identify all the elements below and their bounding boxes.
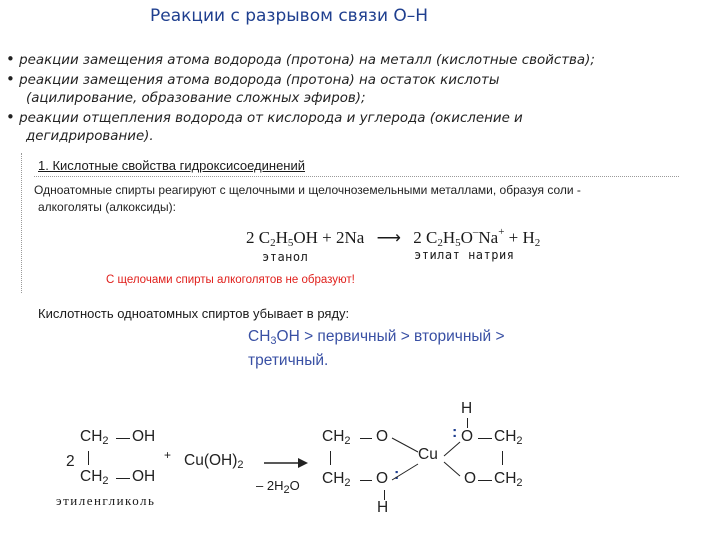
label-ethanol: этанол (262, 250, 309, 264)
chelate-h-bottom: H (377, 499, 389, 516)
bullet-text: реакции замещения атома водорода (протона) на металл (кислотные свойства); (19, 53, 595, 68)
chelate-ch2-top-left: $CH_2$ (322, 428, 351, 447)
bullet-item-3 (6, 108, 595, 128)
chelate-copper: Cu (418, 446, 438, 463)
chelate-o-top-right: O (461, 428, 474, 445)
reaction-arrow: ⟶ (376, 228, 401, 247)
bond-line (360, 438, 372, 439)
bullet-continuation: (ацилирование, образование сложных эфиров); (26, 91, 366, 106)
bullet-dot: • (6, 50, 15, 68)
chelate-o-bottom-right: O (464, 470, 477, 487)
bond-line (116, 478, 130, 479)
lone-pair-dots: : (452, 424, 458, 441)
bullet-list (6, 50, 595, 146)
chelate-ch2-bottom-right: $CH_2$ (494, 470, 523, 489)
glycol-ch2-top: $CH_2$ (80, 428, 109, 447)
eq-lhs-c: 2 C (246, 228, 271, 247)
bullet-text: реакции замещения атома водорода (протона) на остаток кислоты (19, 73, 500, 88)
eq-rhs-h-sub: 5 (455, 237, 461, 249)
lone-pair-dots: : (394, 466, 400, 483)
equation-ethanol-sodium (246, 226, 540, 249)
glycol-coefficient: 2 (66, 453, 75, 470)
plus-charge: + (498, 226, 505, 238)
acidity-series (248, 327, 505, 371)
eq-lhs-rest: OH + 2Na (293, 228, 365, 247)
description-line-2: алкоголяты (алкоксиды): (38, 200, 176, 214)
bullet-dot: • (6, 70, 15, 88)
bond-line (360, 480, 372, 481)
acidity-text: Кислотность одноатомных спиртов убывает в ряду: (38, 306, 350, 321)
series-rest: OH > первичный > вторичный > (276, 328, 505, 345)
glycol-oh-bottom: OH (132, 468, 156, 485)
label-sodium-ethylate: этилат натрия (414, 248, 515, 262)
acidity-series-line-2: третичный. (248, 352, 329, 369)
glycol-oh-top: OH (132, 428, 156, 445)
bullet-text: реакции отщепления водорода от кислорода и углерода (окисление и (19, 111, 523, 126)
eq-rhs-h2-sub: 2 (534, 237, 541, 249)
glycol-ch2-bottom: $CH_2$ (80, 468, 109, 487)
section-divider (34, 176, 679, 177)
bullet-dot: • (6, 108, 15, 126)
bond-line (478, 480, 492, 481)
eq-rhs-c-sub: 2 (437, 237, 443, 249)
description-text (34, 182, 581, 216)
page-title: Реакции с разрывом связи О–Н (150, 6, 429, 26)
eq-lhs-h-sub: 5 (287, 237, 294, 249)
eq-rhs-c: 2 C (413, 228, 438, 247)
bullet-item-1 (6, 50, 595, 70)
bond-line (116, 438, 130, 439)
series-ch-sub: 3 (270, 335, 277, 347)
section-title: 1. Кислотные свойства гидроксисоединений (38, 158, 306, 173)
bond-line (478, 438, 492, 439)
eq-rhs-h: H (442, 228, 456, 247)
bond-line (502, 451, 503, 465)
bond-line (88, 451, 89, 465)
chelate-ch2-bottom-left: $CH_2$ (322, 470, 351, 489)
chelate-h-top: H (461, 400, 473, 417)
minus-charge: – (472, 226, 479, 238)
series-ch: CH (248, 328, 271, 345)
chelate-o-top-left: O (376, 428, 389, 445)
description-line-1: Одноатомные спирты реагируют с щелочными и щелочноземельными металлами, образуя соли - (34, 183, 581, 197)
chelate-o-bottom-left: O (376, 470, 389, 487)
eq-lhs-h: H (275, 228, 288, 247)
eq-rhs-na: Na (478, 228, 499, 247)
chelate-ch2-top-right: $CH_2$ (494, 428, 523, 447)
bond-line (330, 451, 331, 465)
bullet-continuation: дегидрирование). (26, 129, 154, 144)
bullet-item-2 (6, 70, 595, 90)
warning-text: С щелочами спирты алкоголятов не образуют! (106, 274, 355, 286)
bond-line (467, 418, 468, 428)
eq-lhs-c-sub: 2 (270, 237, 276, 249)
eq-rhs-o: O (460, 228, 473, 247)
plus-sign: + (164, 448, 172, 462)
section-frame (21, 153, 687, 293)
reaction-arrow (262, 456, 310, 470)
acidity-series-line-1 (248, 327, 505, 351)
minus-water: – $2H_2O$ (256, 478, 300, 496)
label-ethylene-glycol: этиленгликоль (56, 493, 156, 508)
copper-hydroxide: $Cu(OH)_2$ (184, 452, 244, 471)
eq-rhs-h2: + H (508, 228, 535, 247)
